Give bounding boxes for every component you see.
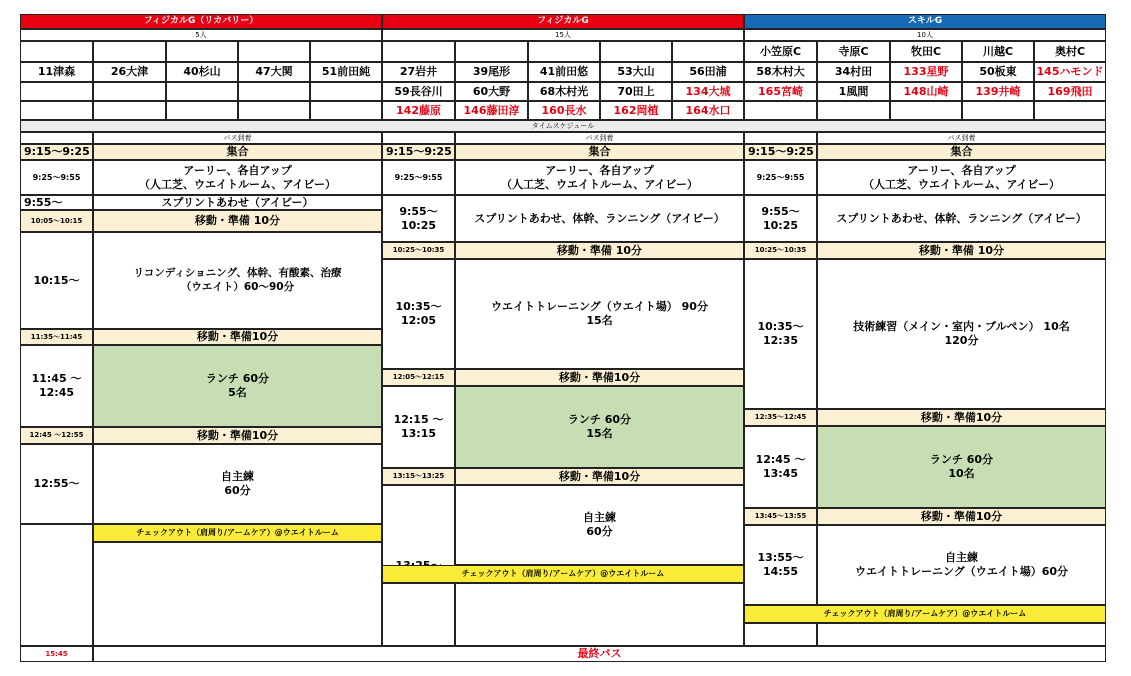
g2-move3: 移動・準備10分 [455, 468, 744, 485]
g2-time-sprint: 9:55～ 10:25 [382, 195, 455, 242]
player-name: 169飛田 [1034, 82, 1106, 101]
empty-cell [382, 583, 455, 646]
player-name: 139井崎 [962, 82, 1034, 101]
player-name: 53大山 [600, 62, 672, 82]
coach-okumura: 奥村C [1034, 41, 1106, 62]
group3-count: 10人 [744, 29, 1106, 41]
bus-arrival-label: バス到着 [455, 132, 744, 144]
g1-time-recon: 10:15～ [20, 232, 93, 329]
g2-time-lunch: 12:15 ～ 13:15 [382, 386, 455, 468]
player-name: 58木村大 [744, 62, 817, 82]
empty-cell [310, 41, 382, 62]
final-bus-label: 最終バス [93, 646, 1106, 662]
g3-self-practice: 自主練 ウエイトトレーニング（ウエイト場）60分 [817, 525, 1106, 605]
player-name: 41前田悠 [528, 62, 600, 82]
g1-time-move1: 10:05～10:15 [20, 210, 93, 232]
g1-time-lunch: 11:45 ～ 12:45 [20, 345, 93, 427]
g3-gather: 集合 [817, 144, 1106, 160]
empty-cell [744, 132, 817, 144]
coach-terahara: 寺原C [817, 41, 890, 62]
empty-cell [20, 132, 93, 144]
empty-cell [455, 583, 744, 646]
player-name: 60大野 [455, 82, 528, 101]
player-name: 39尾形 [455, 62, 528, 82]
empty-cell [382, 41, 455, 62]
g1-sprint: スプリントあわせ（アイビー） [93, 195, 382, 210]
g3-time-move2: 12:35～12:45 [744, 409, 817, 426]
player-name: 70田上 [600, 82, 672, 101]
empty-cell [962, 101, 1034, 120]
bus-arrival-label: バス到着 [817, 132, 1106, 144]
empty-cell [238, 41, 310, 62]
g1-checkout: チェックアウト（肩周り/アームケア）@ウエイトルーム [93, 524, 382, 542]
g2-weight-training: ウエイトトレーニング（ウエイト場） 90分 15名 [455, 259, 744, 369]
player-name: 146藤田淳 [455, 101, 528, 120]
empty-cell [93, 41, 166, 62]
timeschedule-title: タイムスケジュール [20, 120, 1106, 132]
empty-cell [817, 101, 890, 120]
empty-cell [528, 41, 600, 62]
empty-cell [744, 623, 817, 646]
player-name: 51前田純 [310, 62, 382, 82]
player-name: 34村田 [817, 62, 890, 82]
empty-cell [166, 41, 238, 62]
group2-count: 15人 [382, 29, 744, 41]
empty-cell [166, 82, 238, 101]
g2-time-gather: 9:15～9:25 [382, 144, 455, 160]
g3-move3: 移動・準備10分 [817, 508, 1106, 525]
g2-time-early: 9:25～9:55 [382, 160, 455, 195]
g2-time-move2: 12:05～12:15 [382, 369, 455, 386]
g1-time-gather: 9:15～9:25 [20, 144, 93, 160]
g3-move2: 移動・準備10分 [817, 409, 1106, 426]
empty-cell [238, 82, 310, 101]
g2-lunch: ランチ 60分 15名 [455, 386, 744, 468]
g1-time-self: 12:55～ [20, 444, 93, 524]
g3-checkout: チェックアウト（肩周り/アームケア）@ウエイトルーム [744, 605, 1106, 623]
player-name: 26大津 [93, 62, 166, 82]
empty-cell [1034, 101, 1106, 120]
g1-lunch: ランチ 60分 5名 [93, 345, 382, 427]
g3-time-move1: 10:25～10:35 [744, 242, 817, 259]
empty-cell [600, 41, 672, 62]
player-name: 162岡植 [600, 101, 672, 120]
g3-time-early: 9:25～9:55 [744, 160, 817, 195]
player-name: 145ハモンド [1034, 62, 1106, 82]
g1-move2: 移動・準備10分 [93, 329, 382, 345]
empty-cell [455, 41, 528, 62]
player-name: 148山崎 [890, 82, 962, 101]
empty-cell [744, 101, 817, 120]
g1-early-warmup: アーリー、各自アップ （人工芝、ウエイトルーム、アイビー） [93, 160, 382, 195]
group3-header: スキルG [744, 14, 1106, 29]
coach-makita: 牧田C [890, 41, 962, 62]
g2-move1: 移動・準備 10分 [455, 242, 744, 259]
player-name: 56田浦 [672, 62, 744, 82]
bus-arrival-label: バス到着 [93, 132, 382, 144]
g3-time-move3: 13:45～13:55 [744, 508, 817, 525]
g3-time-lunch: 12:45 ～ 13:45 [744, 426, 817, 508]
g2-self-practice: 自主練 60分 [455, 485, 744, 565]
g3-time-gather: 9:15～9:25 [744, 144, 817, 160]
empty-cell [817, 623, 1106, 646]
player-name: 160長水 [528, 101, 600, 120]
g1-time-early: 9:25～9:55 [20, 160, 93, 195]
empty-cell [310, 101, 382, 120]
player-name: 27岩井 [382, 62, 455, 82]
g2-time-weight: 10:35～ 12:05 [382, 259, 455, 369]
empty-cell [93, 82, 166, 101]
empty-cell [20, 524, 93, 646]
g1-reconditioning: リコンディショニング、体幹、有酸素、治療 （ウエイト）60～90分 [93, 232, 382, 329]
empty-cell [20, 41, 93, 62]
player-name: 11津森 [20, 62, 93, 82]
g3-skill-practice: 技術練習（メイン・室内・ブルペン） 10名 120分 [817, 259, 1106, 409]
empty-cell [672, 41, 744, 62]
group1-header: フィジカルG（リカバリー） [20, 14, 382, 29]
player-name: 164水口 [672, 101, 744, 120]
g2-move2: 移動・準備10分 [455, 369, 744, 386]
g3-time-sprint: 9:55～ 10:25 [744, 195, 817, 242]
g1-time-move2: 11:35～11:45 [20, 329, 93, 345]
player-name: 165宮崎 [744, 82, 817, 101]
empty-cell [238, 101, 310, 120]
final-bus-time: 15:45 [20, 646, 93, 662]
g1-gather: 集合 [93, 144, 382, 160]
g1-move3: 移動・準備10分 [93, 427, 382, 444]
player-name: 134大城 [672, 82, 744, 101]
coach-kawagoe: 川越C [962, 41, 1034, 62]
player-name: 142藤原 [382, 101, 455, 120]
empty-cell [382, 132, 455, 144]
player-name: 1風間 [817, 82, 890, 101]
g2-time-move1: 10:25～10:35 [382, 242, 455, 259]
g3-early-warmup: アーリー、各自アップ （人工芝、ウエイトルーム、アイビー） [817, 160, 1106, 195]
g3-time-skill: 10:35～ 12:35 [744, 259, 817, 409]
player-name: 47大関 [238, 62, 310, 82]
coach-ogasawara: 小笠原C [744, 41, 817, 62]
empty-cell [20, 101, 93, 120]
g1-self-practice: 自主練 60分 [93, 444, 382, 524]
g3-time-self: 13:55～ 14:55 [744, 525, 817, 605]
g2-early-warmup: アーリー、各自アップ （人工芝、ウエイトルーム、アイビー） [455, 160, 744, 195]
player-name: 40杉山 [166, 62, 238, 82]
player-name: 59長谷川 [382, 82, 455, 101]
player-name: 50板東 [962, 62, 1034, 82]
g3-sprint: スプリントあわせ、体幹、ランニング（アイビー） [817, 195, 1106, 242]
g3-move1: 移動・準備 10分 [817, 242, 1106, 259]
empty-cell [20, 82, 93, 101]
empty-cell [93, 542, 382, 646]
g1-time-sprint: 9:55～ [20, 195, 93, 210]
g2-gather: 集合 [455, 144, 744, 160]
g2-checkout: チェックアウト（肩周り/アームケア）@ウエイトルーム [382, 565, 744, 583]
g2-time-move3: 13:15～13:25 [382, 468, 455, 485]
empty-cell [93, 101, 166, 120]
empty-cell [310, 82, 382, 101]
g2-sprint: スプリントあわせ、体幹、ランニング（アイビー） [455, 195, 744, 242]
g3-lunch: ランチ 60分 10名 [817, 426, 1106, 508]
group2-header: フィジカルG [382, 14, 744, 29]
player-name: 133星野 [890, 62, 962, 82]
g1-move1: 移動・準備 10分 [93, 210, 382, 232]
player-name: 68木村光 [528, 82, 600, 101]
empty-cell [890, 101, 962, 120]
empty-cell [166, 101, 238, 120]
g1-time-move3: 12:45 ～12:55 [20, 427, 93, 444]
group1-count: 5人 [20, 29, 382, 41]
